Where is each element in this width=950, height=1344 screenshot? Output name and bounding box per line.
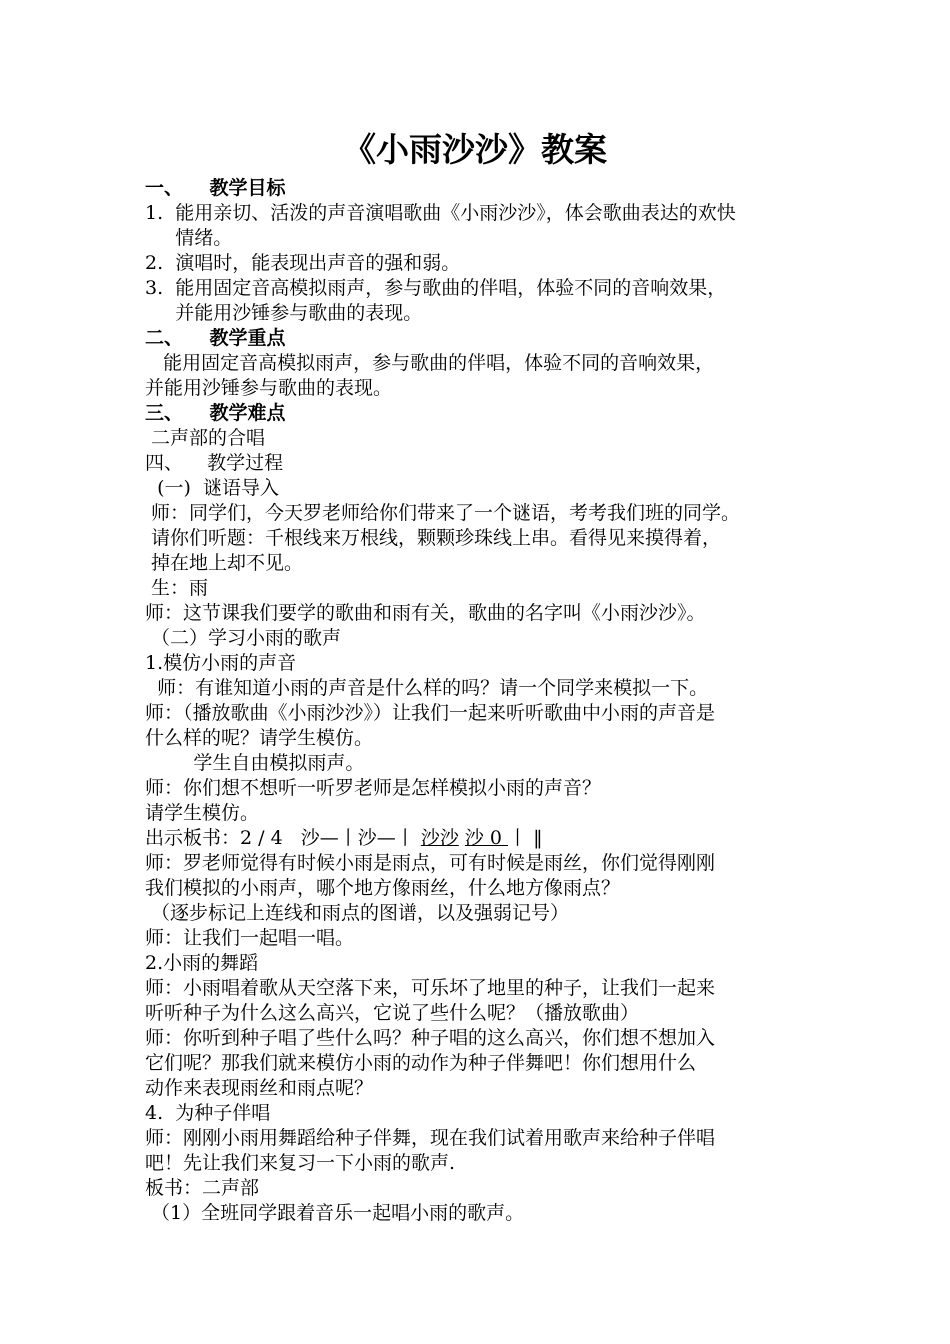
text-line: 师：罗老师觉得有时候小雨是雨点，可有时候是雨丝，你们觉得刚刚 — [145, 852, 716, 874]
section-heading: 二、 教学重点 — [145, 327, 286, 349]
text-line: 动作来表现雨丝和雨点呢？ — [145, 1077, 374, 1099]
text-line: （逐步标记上连线和雨点的图谱，以及强弱记号） — [145, 902, 570, 924]
text-line: 3. 能用固定音高模拟雨声，参与歌曲的伴唱，体验不同的音响效果， — [145, 277, 727, 299]
text-line: 二声部的合唱 — [145, 427, 266, 449]
board-underlined-1: 沙沙 — [420, 827, 459, 849]
text-line: 能用固定音高模拟雨声，参与歌曲的伴唱，体验不同的音响效果， — [145, 352, 715, 374]
text-line: 师：同学们，今天罗老师给你们带来了一个谜语，考考我们班的同学。 — [145, 502, 741, 524]
text-line: 师：你听到种子唱了些什么吗？种子唱的这么高兴，你们想不想加入 — [145, 1027, 716, 1049]
text-line: （1）全班同学跟着音乐一起唱小雨的歌声。 — [145, 1202, 525, 1224]
text-line: 师：刚刚小雨用舞蹈给种子伴舞，现在我们试着用歌声来给种子伴唱 — [145, 1127, 716, 1149]
section-heading: 三、 教学难点 — [145, 402, 286, 424]
text-line: 听听种子为什么这么高兴，它说了些什么呢？（播放歌曲） — [145, 1002, 640, 1024]
text-line: 1. 能用亲切、活泼的声音演唱歌曲《小雨沙沙》，体会歌曲表达的欢快 — [145, 202, 736, 224]
text-line: 请学生模仿。 — [145, 802, 260, 824]
text-line: 师：你们想不想听一听罗老师是怎样模拟小雨的声音？ — [145, 777, 602, 799]
text-line: (一) 谜语导入 — [145, 477, 279, 499]
board-underlined-2: 沙 0 — [464, 827, 509, 849]
text-line: 它们呢？那我们就来模仿小雨的动作为种子伴舞吧！你们想用什么 — [145, 1052, 697, 1074]
text-line: 什么样的呢？请学生模仿。 — [145, 727, 374, 749]
text-line: 师：这节课我们要学的歌曲和雨有关，歌曲的名字叫《小雨沙沙》。 — [145, 602, 706, 624]
text-line: 吧！先让我们来复习一下小雨的歌声. — [145, 1152, 456, 1174]
text-line: 师：小雨唱着歌从天空落下来，可乐坏了地里的种子，让我们一起来 — [145, 977, 716, 999]
text-line: 板书：二声部 — [145, 1177, 260, 1199]
text-line: 掉在地上却不见。 — [145, 552, 304, 574]
board-suffix: 丨 ‖ — [508, 827, 543, 849]
text-line: 2. 演唱时，能表现出声音的强和弱。 — [145, 252, 461, 274]
text-line: 学生自由模拟雨声。 — [145, 752, 365, 774]
text-line: 4. 为种子伴唱 — [145, 1102, 271, 1124]
text-line: 师：有谁知道小雨的声音是什么样的吗？请一个同学来模拟一下。 — [145, 677, 709, 699]
board-prefix: 出示板书：2 / 4 沙—丨沙—丨 — [145, 827, 421, 849]
text-line: 师：让我们一起唱一唱。 — [145, 927, 355, 949]
section-heading: 一、 教学目标 — [145, 177, 286, 199]
text-line: 并能用沙锤参与歌曲的表现。 — [145, 302, 423, 324]
section-heading: 四、 教学过程 — [145, 452, 284, 474]
text-line: 并能用沙锤参与歌曲的表现。 — [145, 377, 393, 399]
text-line: 生：雨 — [145, 577, 209, 599]
document-title: 《小雨沙沙》教案 — [343, 130, 607, 169]
text-line: 2.小雨的舞蹈 — [145, 952, 259, 974]
text-line: 师：（播放歌曲《小雨沙沙》）让我们一起来听听歌曲中小雨的声音是 — [145, 702, 716, 724]
board-notation-line — [145, 826, 543, 850]
text-line: 请你们听题：千根线来万根线，颗颗珍珠线上串。看得见来摸得着， — [145, 527, 722, 549]
text-line: 我们模拟的小雨声，哪个地方像雨丝，什么地方像雨点？ — [145, 877, 621, 899]
text-line: （二）学习小雨的歌声 — [145, 627, 342, 649]
text-line: 情绪。 — [145, 227, 233, 249]
text-line: 1.模仿小雨的声音 — [145, 652, 297, 674]
